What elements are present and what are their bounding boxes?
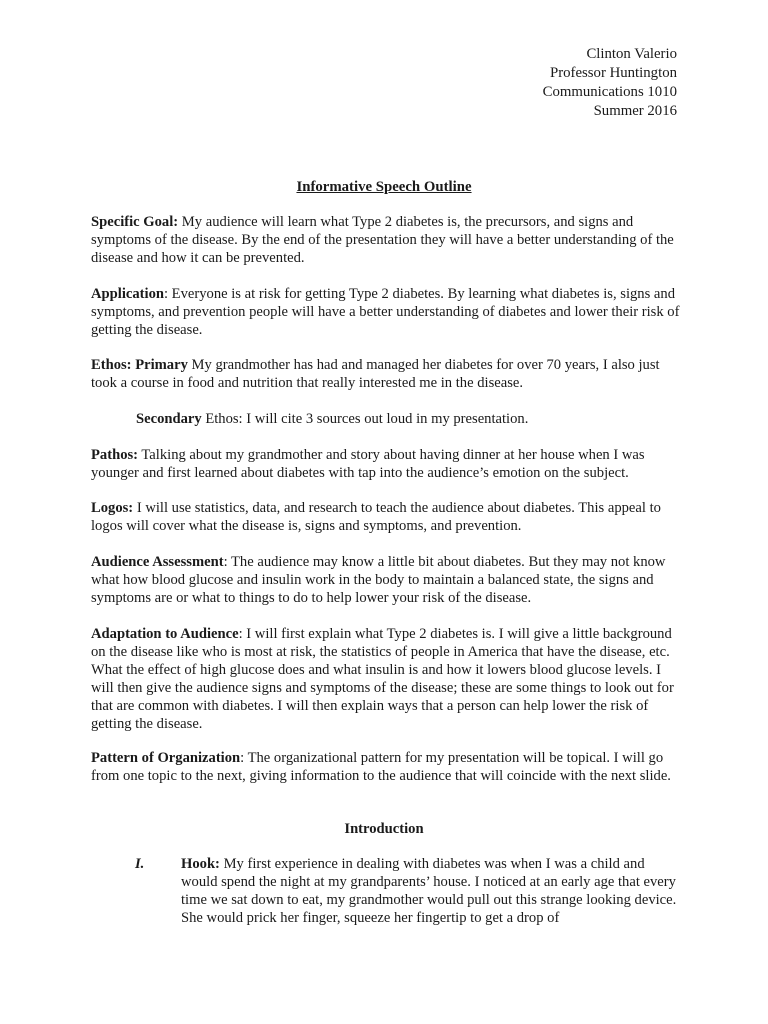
specific-goal-paragraph	[91, 213, 681, 267]
course-name: Communications 1010	[542, 84, 677, 100]
logos-label: Logos:	[91, 500, 134, 516]
author-name: Clinton Valerio	[586, 46, 677, 62]
ethos-secondary-label: Secondary	[136, 411, 202, 427]
pathos-paragraph	[91, 446, 681, 482]
hook-text: My first experience in dealing with diabetes was when I was a child and would spend the night at my grandparents’ house. I noticed at an early age that every time we sat down to eat, my grandmother would pull out this strange looking device. She would prick her finger, squeeze her fingertip to get a drop of	[181, 856, 677, 926]
logos-paragraph	[91, 499, 681, 535]
outline-numeral: I.	[135, 856, 145, 872]
pattern-label: Pattern of Organization	[91, 750, 241, 766]
adaptation-label: Adaptation to Audience	[91, 626, 239, 642]
specific-goal-label: Specific Goal:	[91, 214, 179, 230]
ethos-secondary-paragraph	[136, 410, 681, 428]
professor-name: Professor Huntington	[549, 65, 677, 81]
audience-assessment-paragraph	[91, 553, 681, 607]
adaptation-paragraph	[91, 625, 681, 733]
logos-text: I will use statistics, data, and research to teach the audience about diabetes. This appeal to logos will cover what the disease is, signs and symptoms, and prevention.	[91, 500, 661, 534]
author-header	[543, 45, 677, 121]
adaptation-text: : I will first explain what Type 2 diabetes is. I will give a little background on the disease like who is most at risk, the statistics of people in America that have the disease, etc. What the effect of high glucose does and what insulin is and how it lowers blood glucose levels. I will then give the audience signs and symptoms of the disease; these are some things to look out for that are common with diabetes. I will then explain ways that a person can help lower the risk of getting the disease.	[91, 626, 674, 732]
ethos-primary-text: My grandmother has had and managed her diabetes for over 70 years, I also just took a course in food and nutrition that really interested me in the disease.	[91, 357, 660, 391]
hook-label: Hook:	[181, 856, 220, 872]
specific-goal-text: My audience will learn what Type 2 diabetes is, the precursors, and signs and symptoms of the disease. By the end of the presentation they will have a better understanding of the disease and how it can be prevented.	[91, 214, 674, 266]
application-text: : Everyone is at risk for getting Type 2 diabetes. By learning what diabetes is, signs and symptoms, and prevention people will have a better understanding of diabetes and lower their risk of getting the disease.	[91, 286, 680, 338]
ethos-primary-label: Ethos: Primary	[91, 357, 188, 373]
outline-item-body	[181, 855, 681, 927]
document-title: Informative Speech Outline	[296, 179, 472, 195]
audience-assessment-text: : The audience may know a little bit about diabetes. But they may not know what how blood glucose and insulin work in the body to maintain a balanced state, the signs and symptoms are or what to things to do to help lower your risk of the disease.	[91, 554, 666, 606]
ethos-primary-paragraph	[91, 356, 681, 392]
pathos-text: Talking about my grandmother and story about having dinner at her house when I was younger and first learned about diabetes with tap into the audience’s emotion on the subject.	[91, 447, 645, 481]
pattern-text: : The organizational pattern for my presentation will be topical. I will go from one topic to the next, giving information to the audience that will coincide with the next slide.	[91, 750, 671, 784]
term: Summer 2016	[593, 103, 677, 119]
application-paragraph	[91, 285, 681, 339]
ethos-secondary-text: Ethos: I will cite 3 sources out loud in my presentation.	[201, 411, 529, 427]
pattern-paragraph	[91, 749, 681, 785]
application-label: Application	[91, 286, 164, 302]
audience-assessment-label: Audience Assessment	[91, 554, 224, 570]
introduction-heading: Introduction	[344, 821, 424, 837]
pathos-label: Pathos:	[91, 447, 139, 463]
